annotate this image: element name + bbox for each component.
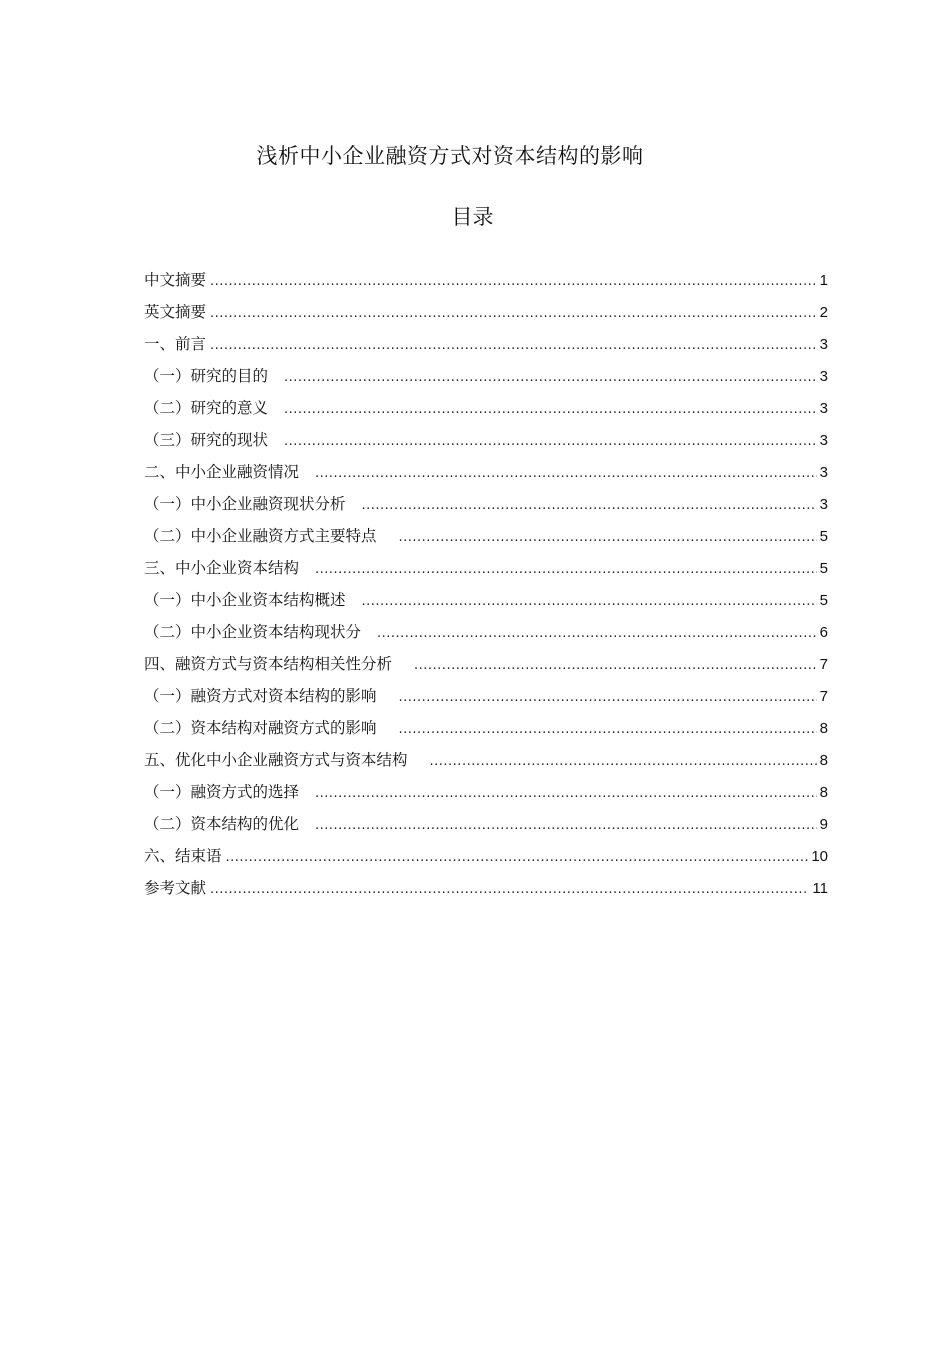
toc-page-number: 3 (819, 496, 828, 513)
dot-leader (284, 397, 817, 423)
toc-entry-label: （二）中小企业融资方式主要特点 (144, 527, 377, 545)
toc-entry[interactable] (144, 619, 828, 651)
dot-leader (284, 429, 817, 455)
toc-entry-label: 中文摘要 (144, 271, 207, 289)
toc-entry-label: 四、融资方式与资本结构相关性分析 (144, 655, 393, 673)
toc-entry[interactable] (144, 555, 828, 587)
dot-leader (284, 365, 817, 391)
dot-leader (377, 621, 817, 647)
toc-entry[interactable] (144, 395, 828, 427)
toc-entry-label: （二）资本结构对融资方式的影响 (144, 719, 377, 737)
toc-entry[interactable] (144, 491, 828, 523)
toc-entry-label: 英文摘要 (144, 303, 207, 321)
toc-entry-label: （一）融资方式对资本结构的影响 (144, 687, 377, 705)
toc-page-number: 8 (819, 720, 828, 737)
table-of-contents (144, 267, 828, 907)
toc-page-number: 6 (819, 624, 828, 641)
dot-leader (362, 493, 817, 519)
toc-entry-label: （三）研究的现状 (144, 431, 269, 449)
dot-leader (226, 845, 809, 871)
toc-entry[interactable] (144, 587, 828, 619)
dot-leader (399, 717, 817, 743)
toc-entry[interactable] (144, 651, 828, 683)
toc-entry-label: 五、优化中小企业融资方式与资本结构 (144, 751, 408, 769)
toc-entry[interactable] (144, 875, 828, 907)
toc-entry-label: 参考文献 (144, 879, 207, 897)
toc-heading: 目录 (451, 205, 494, 229)
document-title: 浅析中小企业融资方式对资本结构的影响 (256, 144, 644, 168)
toc-page-number: 9 (819, 816, 828, 833)
toc-page-number: 1 (819, 272, 828, 289)
toc-page-number: 2 (819, 304, 828, 321)
toc-page-number: 3 (819, 368, 828, 385)
toc-entry-label: 一、前言 (144, 335, 207, 353)
dot-leader (315, 461, 817, 487)
toc-page-number: 5 (819, 592, 828, 609)
toc-entry-label: 三、中小企业资本结构 (144, 559, 300, 577)
dot-leader (430, 749, 817, 775)
toc-page-number: 8 (819, 784, 828, 801)
toc-entry[interactable] (144, 715, 828, 747)
dot-leader (210, 269, 817, 295)
toc-entry[interactable] (144, 331, 828, 363)
dot-leader (315, 813, 817, 839)
toc-entry[interactable] (144, 267, 828, 299)
toc-entry-label: （二）中小企业资本结构现状分 (144, 623, 362, 641)
dot-leader (414, 653, 817, 679)
toc-entry[interactable] (144, 523, 828, 555)
toc-entry[interactable] (144, 779, 828, 811)
toc-entry-label: （一）中小企业资本结构概述 (144, 591, 346, 609)
toc-entry[interactable] (144, 683, 828, 715)
dot-leader (399, 685, 817, 711)
toc-entry-label: （一）融资方式的选择 (144, 783, 300, 801)
toc-page-number: 10 (811, 848, 828, 865)
toc-entry-label: 六、结束语 (144, 847, 222, 865)
dot-leader (315, 781, 817, 807)
dot-leader (315, 557, 817, 583)
toc-entry[interactable] (144, 811, 828, 843)
toc-entry[interactable] (144, 459, 828, 491)
toc-entry[interactable] (144, 747, 828, 779)
dot-leader (210, 301, 817, 327)
toc-page-number: 3 (819, 432, 828, 449)
toc-entry[interactable] (144, 363, 828, 395)
toc-entry-label: （二）资本结构的优化 (144, 815, 300, 833)
dot-leader (210, 877, 809, 903)
toc-entry-label: 二、中小企业融资情况 (144, 463, 300, 481)
dot-leader (399, 525, 817, 551)
toc-page-number: 3 (819, 464, 828, 481)
toc-page-number: 5 (819, 560, 828, 577)
toc-page-number: 8 (819, 752, 828, 769)
toc-entry-label: （二）研究的意义 (144, 399, 269, 417)
toc-entry-label: （一）中小企业融资现状分析 (144, 495, 346, 513)
toc-page-number: 3 (819, 400, 828, 417)
toc-page-number: 3 (819, 336, 828, 353)
toc-entry[interactable] (144, 427, 828, 459)
toc-entry[interactable] (144, 299, 828, 331)
toc-page-number: 7 (819, 656, 828, 673)
toc-page-number: 7 (819, 688, 828, 705)
toc-page-number: 5 (819, 528, 828, 545)
dot-leader (362, 589, 817, 615)
toc-entry[interactable] (144, 843, 828, 875)
dot-leader (210, 333, 817, 359)
toc-page-number: 11 (812, 880, 828, 897)
toc-entry-label: （一）研究的目的 (144, 367, 269, 385)
